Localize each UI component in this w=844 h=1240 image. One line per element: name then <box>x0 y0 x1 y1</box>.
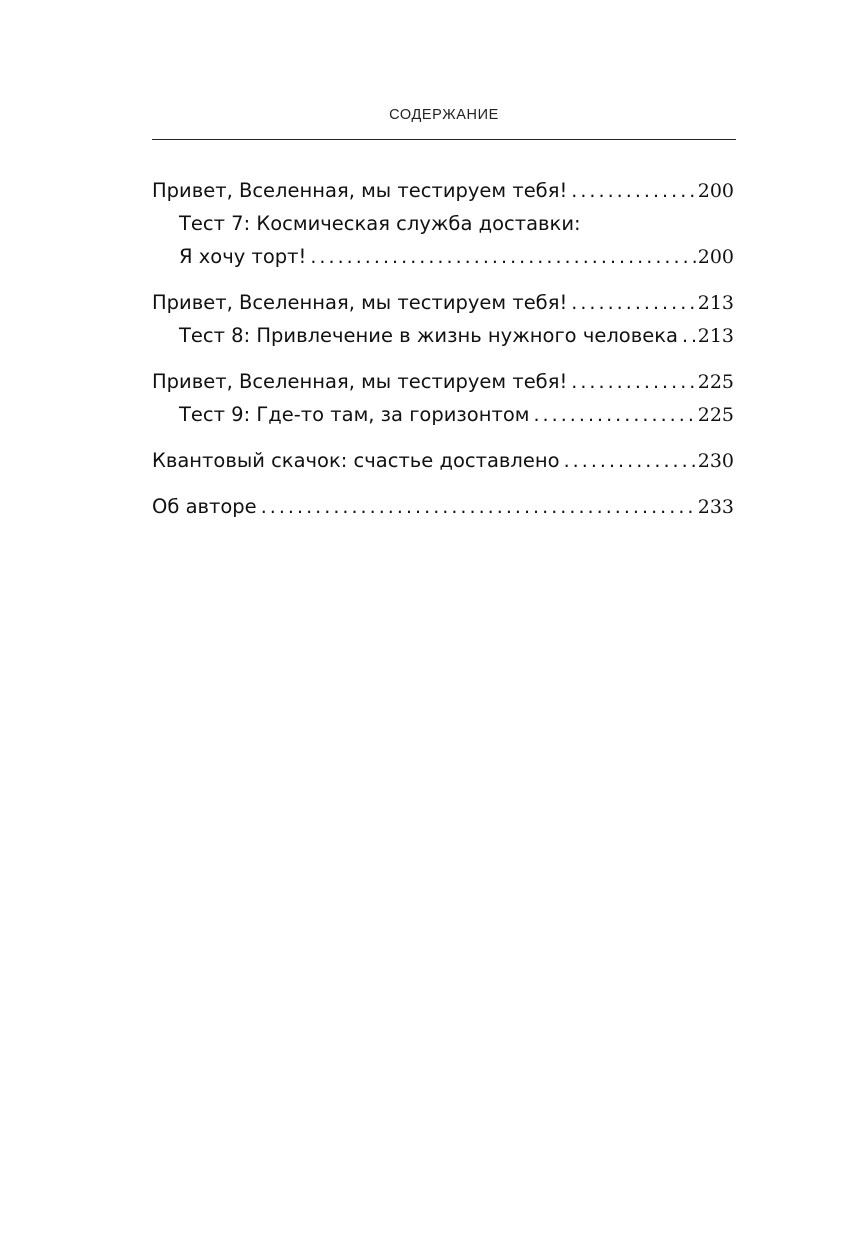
toc-entry-page: 200 <box>697 180 734 202</box>
toc-entry[interactable] <box>152 286 734 319</box>
toc-entry-title: Тест 7: Космическая служба доставки: <box>179 212 581 235</box>
toc-entry-title: Привет, Вселенная, мы тестируем тебя! <box>152 370 568 393</box>
toc-entry-page: 230 <box>697 450 734 472</box>
toc-entry-page: 225 <box>697 404 734 426</box>
toc-entry[interactable] <box>152 365 734 398</box>
toc-entry-page: 213 <box>697 325 734 347</box>
header-divider <box>152 139 736 140</box>
toc-entry[interactable] <box>152 444 734 477</box>
page-title: СОДЕРЖАНИЕ <box>389 107 499 123</box>
toc-entry[interactable] <box>152 490 734 523</box>
dot-leader <box>560 445 698 478</box>
toc-subentry[interactable] <box>152 319 734 352</box>
dot-leader <box>567 175 697 208</box>
toc-entry-title: Привет, Вселенная, мы тестируем тебя! <box>152 179 568 202</box>
toc-subentry[interactable] <box>152 207 734 240</box>
toc-subentry[interactable] <box>152 398 734 431</box>
dot-leader <box>678 320 698 353</box>
toc-entry-title: Тест 8: Привлечение в жизнь нужного человека <box>179 324 678 347</box>
toc-entry-page: 213 <box>697 292 734 314</box>
toc-entry-title: Квантовый скачок: счастье доставлено <box>152 449 560 472</box>
toc-entry[interactable] <box>152 174 734 207</box>
toc-subentry[interactable] <box>152 240 734 273</box>
dot-leader <box>306 241 697 274</box>
toc-entry-page: 233 <box>697 496 734 518</box>
dot-leader <box>567 366 697 399</box>
toc-entry-page: 225 <box>697 371 734 393</box>
toc-entry-title: Привет, Вселенная, мы тестируем тебя! <box>152 291 568 314</box>
toc-entry-title: Об авторе <box>152 495 257 518</box>
table-of-contents <box>152 174 734 523</box>
toc-entry-title: Тест 9: Где-то там, за горизонтом <box>179 403 530 426</box>
dot-leader <box>529 399 697 432</box>
dot-leader <box>567 287 697 320</box>
dot-leader <box>257 491 698 524</box>
toc-entry-title: Я хочу торт! <box>179 245 307 268</box>
toc-entry-page: 200 <box>697 246 734 268</box>
